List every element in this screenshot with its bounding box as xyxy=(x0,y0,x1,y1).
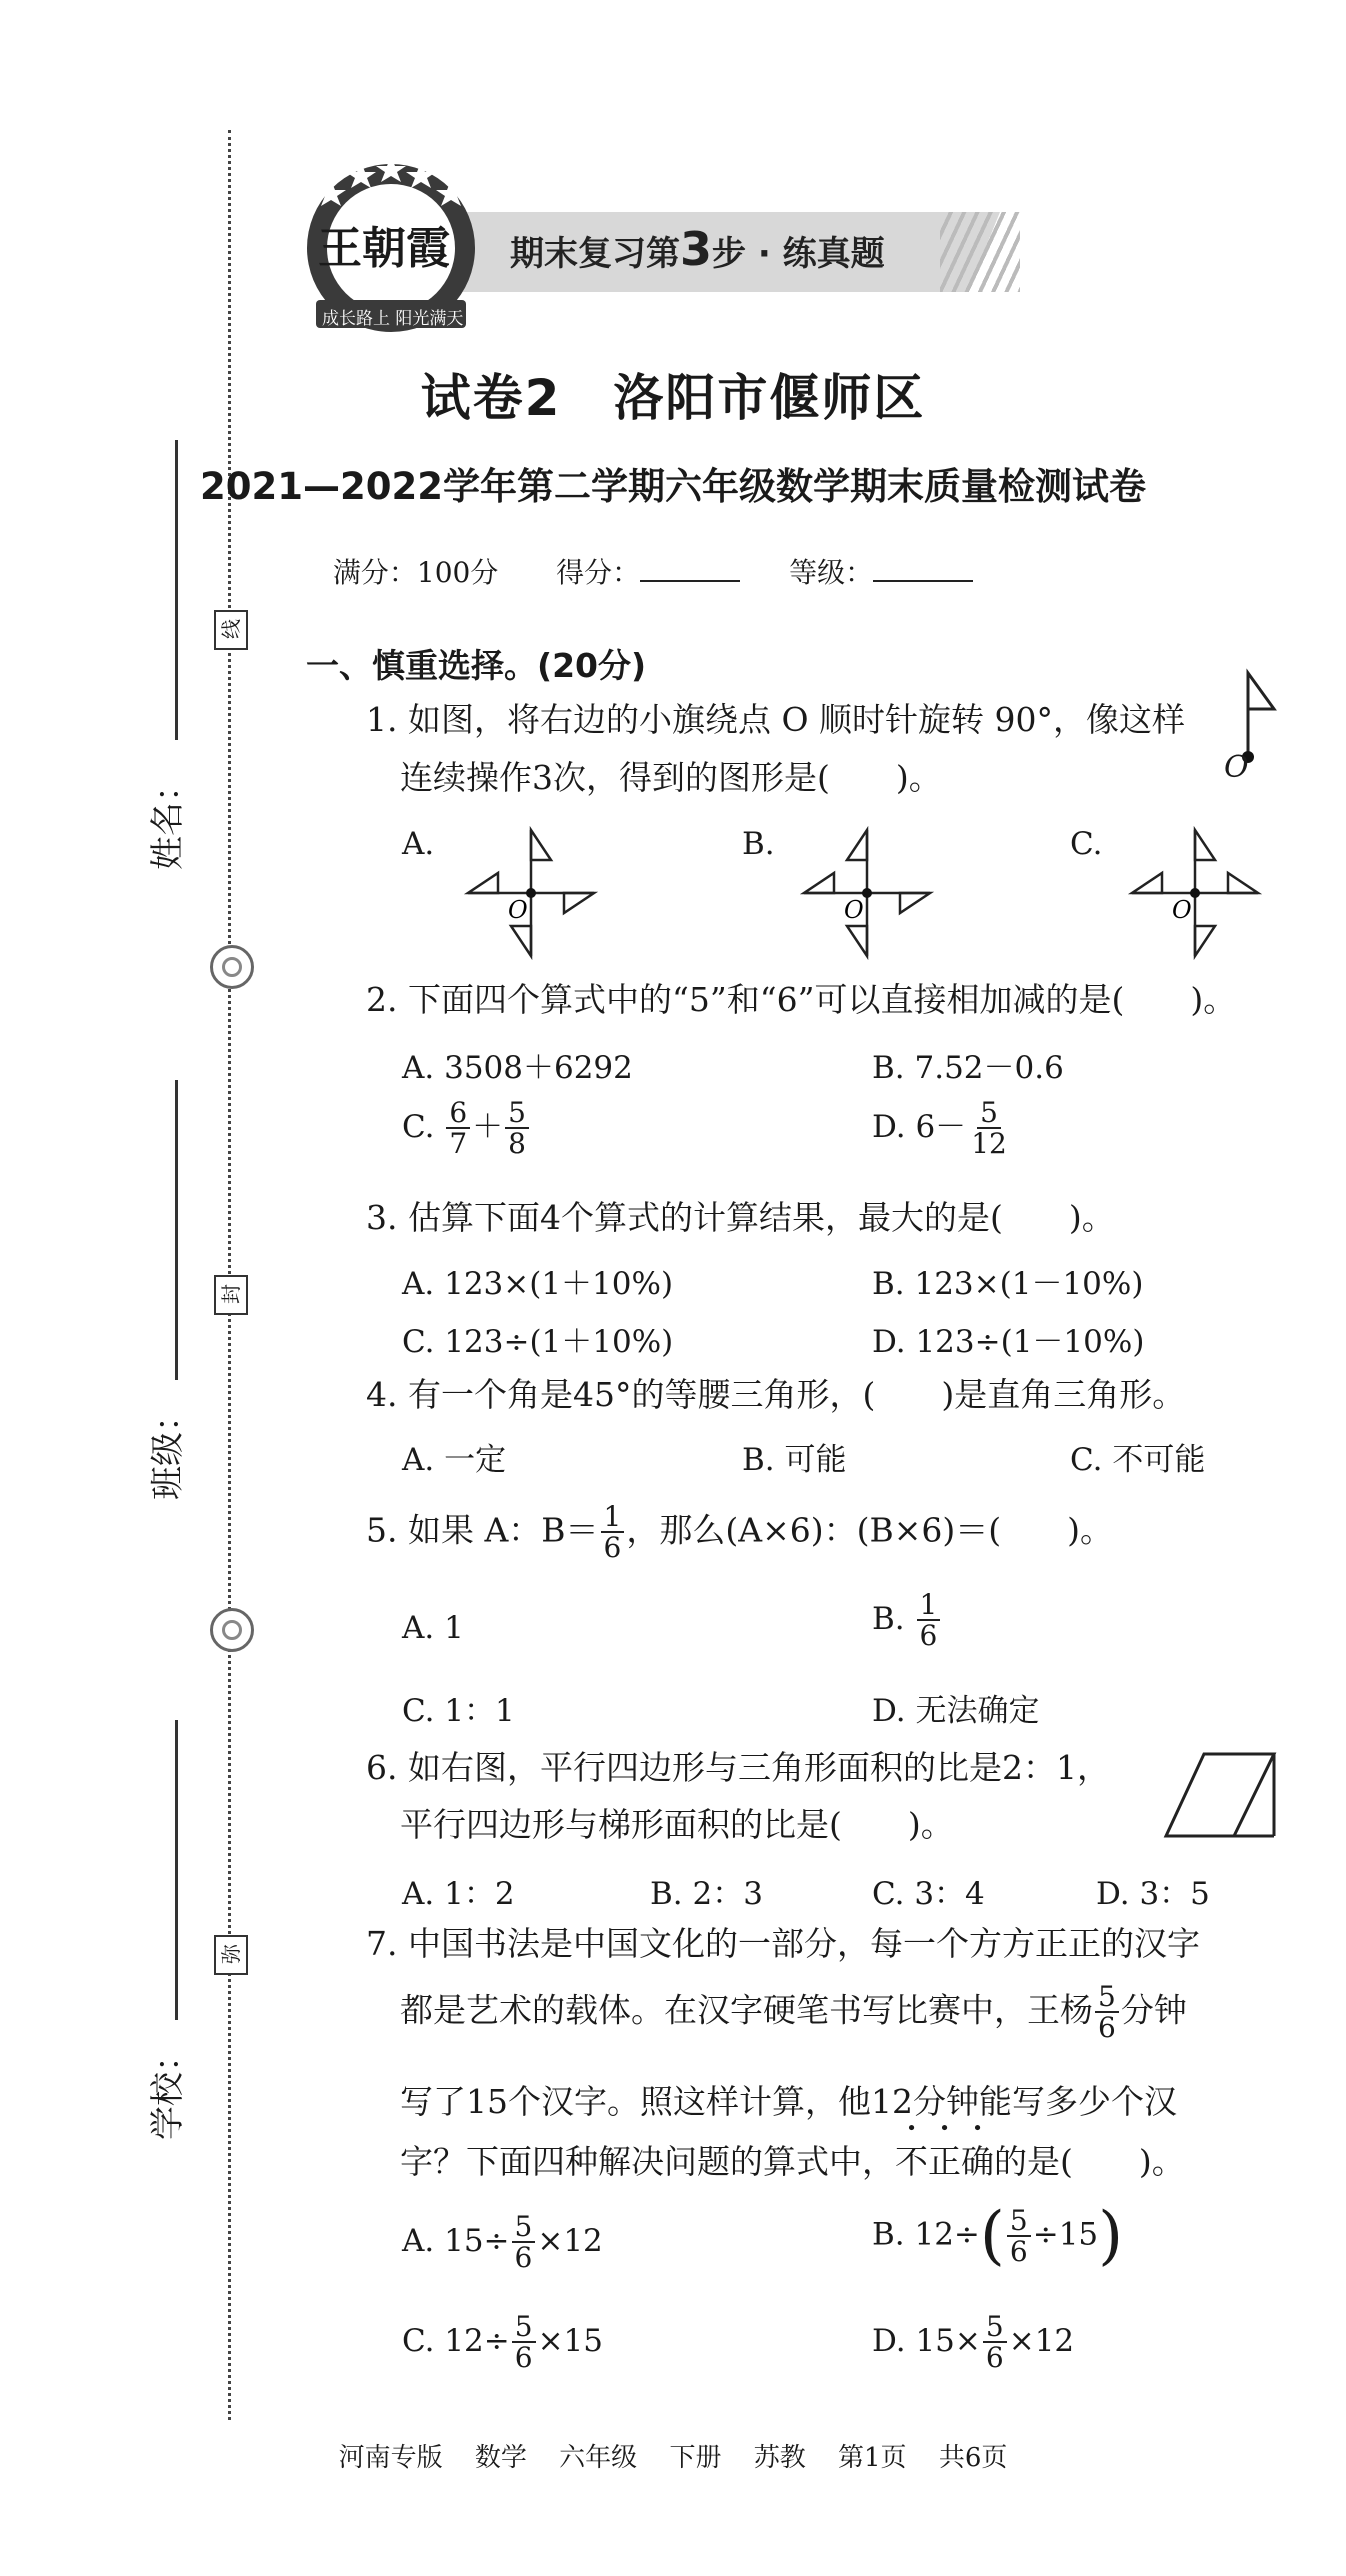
margin-ornament-icon xyxy=(210,1608,254,1652)
svg-text:O: O xyxy=(1172,896,1192,924)
score-label: 得分： xyxy=(556,556,641,589)
fraction: $\frac{5}{6}$ xyxy=(983,2312,1007,2373)
full-score: 满分：100分 xyxy=(332,556,499,589)
class-underline xyxy=(175,1080,178,1380)
q2-option-b: B. 7.52－0.6 xyxy=(872,1050,1064,1086)
q7-option-b: B. 12÷( $\frac{5}{6}$ ÷15) xyxy=(872,2199,1124,2273)
logo-name: 王朝霞 xyxy=(318,223,450,274)
footer-page: 第1页 xyxy=(838,2443,907,2473)
banner-text: 期末复习第3步 · 练真题 xyxy=(510,222,885,276)
fraction: $\frac{5}{12}$ xyxy=(971,1096,1007,1161)
pinwheel-figure-c xyxy=(1120,818,1270,968)
emphasis-char: 不 xyxy=(895,2142,928,2181)
q2-option-c: C. $\frac{6}{7}$ ＋ $\frac{5}{8}$ xyxy=(402,1098,531,1159)
class-label: 班级： xyxy=(148,1398,188,1500)
flag-point-label: O xyxy=(1224,750,1249,785)
fraction: $\frac{5}{6}$ xyxy=(512,2212,536,2273)
q6-option-c: C. 3：4 xyxy=(872,1876,985,1912)
footer-edition: 河南专版 xyxy=(338,2443,443,2473)
paper-subtitle: 2021—2022学年第二学期六年级数学期末质量检测试卷 xyxy=(200,465,1146,508)
pinwheel-figure-b xyxy=(792,818,942,968)
parallelogram-figure xyxy=(1162,1748,1282,1844)
q2-text: 2. 下面四个算式中的“5”和“6”可以直接相加减的是( )。 xyxy=(366,980,1237,1019)
section-heading: 一、慎重选择。(20分) xyxy=(306,646,647,685)
grade-label: 等级： xyxy=(789,556,874,589)
q3-text: 3. 估算下面4个算式的计算结果，最大的是( )。 xyxy=(366,1198,1115,1237)
q5-option-b: B. $\frac{1}{6}$ xyxy=(872,1590,942,1651)
q5-text: 5. 如果 A：B＝ $\frac{1}{6}$ ，那么(A×6)：(B×6)＝( )。 xyxy=(366,1500,1113,1565)
fraction: $\frac{5}{6}$ xyxy=(1095,1982,1119,2043)
q7-line1: 7. 中国书法是中国文化的一部分，每一个方方正正的汉字 xyxy=(366,1924,1200,1963)
q5-option-c: C. 1：1 xyxy=(402,1693,515,1729)
footer-subject: 数学 xyxy=(474,2443,527,2473)
fraction: $\frac{5}{8}$ xyxy=(505,1098,529,1159)
q3-option-b: B. 123×(1－10%) xyxy=(872,1266,1144,1302)
q5-option-a: A. 1 xyxy=(402,1610,464,1646)
q6-option-d: D. 3：5 xyxy=(1096,1876,1210,1912)
paper-title: 试卷2 洛阳市偃师区 xyxy=(420,369,926,427)
footer-publisher: 苏教 xyxy=(753,2443,806,2473)
score-line xyxy=(0,551,1346,591)
q6-line1: 6. 如右图，平行四边形与三角形面积的比是2：1， xyxy=(366,1748,1110,1787)
q3-option-d: D. 123÷(1－10%) xyxy=(872,1324,1145,1360)
footer-volume: 下册 xyxy=(669,2443,722,2473)
q7-line4: 字？下面四种解决问题的算式中，不正确的是( )。 xyxy=(400,2142,1185,2181)
q2-option-a: A. 3508＋6292 xyxy=(402,1050,633,1086)
q6-option-a: A. 1：2 xyxy=(402,1876,515,1912)
footer-total: 共6页 xyxy=(938,2443,1008,2473)
q2-option-d: D. 6－ $\frac{5}{12}$ xyxy=(872,1098,1012,1159)
q7-line3: 写了15个汉字。照这样计算，他12分钟能写多少个汉 xyxy=(400,2082,1177,2121)
seal-mark-bind: 弥 xyxy=(214,1935,248,1975)
q3-option-a: A. 123×(1＋10%) xyxy=(402,1266,674,1302)
school-underline xyxy=(175,1720,178,2020)
score-blank xyxy=(640,580,740,582)
logo-slogan: 成长路上 阳光满天 xyxy=(322,309,464,329)
q6-option-b: B. 2：3 xyxy=(650,1876,763,1912)
q1-line1: 1. 如图，将右边的小旗绕点 O 顺时针旋转 90°，像这样 xyxy=(366,700,1185,739)
margin-ornament-icon xyxy=(210,945,254,989)
q4-option-c: C. 不可能 xyxy=(1070,1442,1206,1478)
q4-option-a: A. 一定 xyxy=(402,1442,507,1478)
school-label: 学校： xyxy=(148,2038,188,2140)
q6-line2: 平行四边形与梯形面积的比是( )。 xyxy=(400,1805,954,1844)
q7-option-a: A. 15÷ $\frac{5}{6}$ ×12 xyxy=(402,2210,603,2275)
q1-option-c: C. xyxy=(1070,826,1103,862)
seal-mark-seal: 封 xyxy=(214,1275,248,1315)
q1-option-a: A. xyxy=(402,826,435,862)
q7-option-d: D. 15× $\frac{5}{6}$ ×12 xyxy=(872,2310,1075,2375)
footer-grade: 六年级 xyxy=(559,2443,638,2473)
q1-option-b: B. xyxy=(742,826,775,862)
q7-option-c: C. 12÷ $\frac{5}{6}$ ×15 xyxy=(402,2310,603,2375)
q7-line2: 都是艺术的载体。在汉字硬笔书写比赛中，王杨 $\frac{5}{6}$ 分钟 xyxy=(400,1980,1187,2045)
q4-text: 4. 有一个角是45°的等腰三角形，( )是直角三角形。 xyxy=(366,1375,1186,1414)
seal-mark-line: 线 xyxy=(214,610,248,650)
svg-text:O: O xyxy=(508,896,528,924)
emphasis-char: 确 xyxy=(961,2142,994,2181)
name-label: 姓名： xyxy=(148,768,188,870)
fraction: $\frac{5}{6}$ xyxy=(1007,2206,1031,2267)
grade-blank xyxy=(873,580,973,582)
q4-option-b: B. 可能 xyxy=(742,1442,847,1478)
emphasis-char: 正 xyxy=(928,2142,961,2181)
fraction: $\frac{6}{7}$ xyxy=(446,1098,470,1159)
fraction: $\frac{1}{6}$ xyxy=(917,1590,941,1651)
q5-option-d: D. 无法确定 xyxy=(872,1693,1040,1729)
fraction: $\frac{1}{6}$ xyxy=(601,1502,625,1563)
page-footer xyxy=(0,2437,1346,2474)
pinwheel-figure-a xyxy=(456,818,606,968)
fraction: $\frac{5}{6}$ xyxy=(512,2312,536,2373)
banner-stripes xyxy=(940,212,1020,292)
svg-text:O: O xyxy=(844,896,864,924)
q3-option-c: C. 123÷(1＋10%) xyxy=(402,1324,674,1360)
q1-line2: 连续操作3次，得到的图形是( )。 xyxy=(400,758,942,797)
